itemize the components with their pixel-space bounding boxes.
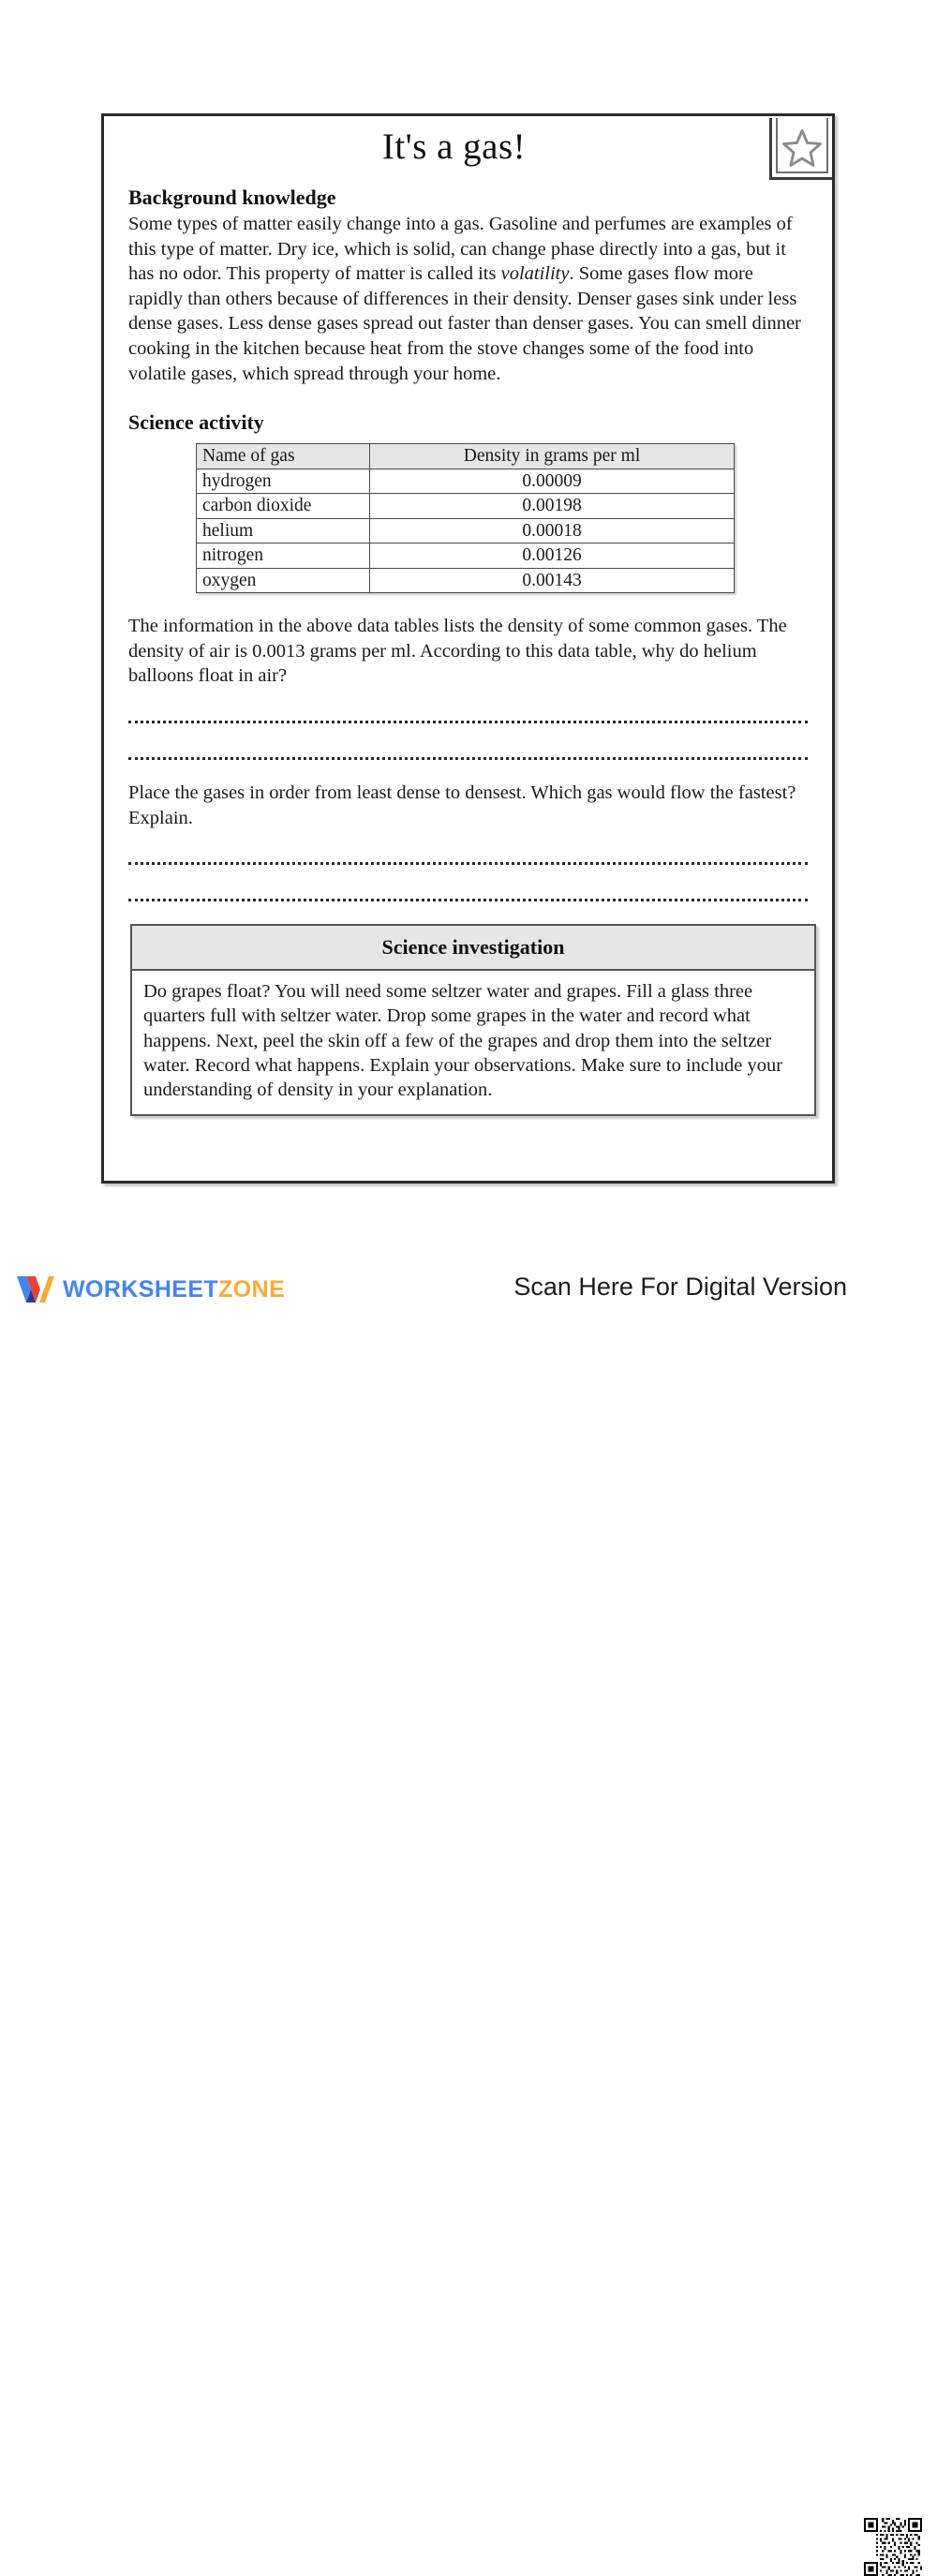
density-table-head: [197, 444, 735, 469]
table-header-row: [197, 444, 735, 469]
gas-name: hydrogen: [197, 469, 370, 494]
star-icon: [781, 127, 824, 170]
scan-here-text: Scan Here For Digital Version: [513, 1273, 847, 1301]
science-investigation-heading: Science investigation: [132, 926, 814, 971]
answer-line[interactable]: [128, 843, 808, 865]
worksheet-page: [101, 113, 835, 1184]
question-2-text: Place the gases in order from least dense to densest. Which gas would flow the fastest? Explain.: [128, 782, 796, 828]
footer-bar: [0, 1256, 937, 1324]
gas-name: helium: [197, 518, 370, 543]
table-row: [197, 543, 735, 569]
brand-word-worksheet: WORKSHEET: [63, 1275, 219, 1303]
star-badge: [769, 118, 832, 180]
background-knowledge-heading: Background knowledge: [128, 186, 336, 209]
background-italic-term: volatility: [500, 263, 570, 285]
gas-name: carbon dioxide: [197, 494, 370, 519]
gas-name: oxygen: [197, 568, 370, 593]
science-investigation-text: Do grapes float? You will need some seltzer water and grapes. Fill a glass three quarters full with seltzer water. Drop some grapes in the water and record what happens. Next, peel the skin off a few of the grapes and drop them into the seltzer water. Record what happens. Explain your observations. Make sure to include your understanding of density in your explanation.: [143, 981, 783, 1101]
science-activity-section: [128, 410, 808, 901]
question-1-block: [128, 614, 808, 760]
science-activity-heading: Science activity: [128, 410, 264, 435]
table-header-name: Name of gas: [197, 444, 370, 469]
background-knowledge-text: [128, 212, 808, 386]
qr-code-icon[interactable]: [864, 2518, 922, 2576]
brand-logo[interactable]: [13, 1271, 285, 1308]
brand-word-zone: ZONE: [218, 1275, 286, 1303]
background-knowledge-section: [128, 186, 808, 386]
brand-wordmark: [63, 1276, 285, 1303]
answer-line[interactable]: [128, 702, 808, 723]
answer-line[interactable]: [128, 738, 808, 760]
table-row: [197, 469, 735, 494]
density-table: [196, 443, 735, 593]
answer-line[interactable]: [128, 880, 808, 901]
question-1-answer-area[interactable]: [128, 702, 808, 760]
gas-name: nitrogen: [197, 543, 370, 569]
gas-density: 0.00126: [370, 543, 735, 569]
table-row: [197, 518, 735, 543]
worksheet-zone-logo-icon: [13, 1271, 54, 1308]
question-2-block: [128, 781, 808, 901]
gas-density: 0.00143: [370, 568, 735, 593]
gas-density: 0.00018: [370, 518, 735, 543]
background-text-part-1: Some types of matter easily change into a gas. Gasoline and perfumes are examples of this type of matter. Dry ice, which is solid, can change phase directly into a gas, but it has no odor. This property of matter is called its: [128, 214, 793, 285]
science-investigation-box: [130, 924, 816, 1115]
gas-density: 0.00009: [370, 469, 735, 494]
density-table-body: [197, 469, 735, 593]
background-text-part-2: . Some gases flow more rapidly than others because of differences in their density. Denser gases sink under less dense gases. Less dense gases spread out faster than denser gases. You can smell dinner cooking in the kitchen because heat from the stove changes some of the food into volatile gases, which spread through your home.: [128, 263, 801, 384]
table-row: [197, 568, 735, 593]
page-title: It's a gas!: [381, 127, 527, 167]
question-1-text: The information in the above data tables lists the density of some common gases. The density of air is 0.0013 grams per ml. According to this data table, why do helium balloons float in air?: [128, 616, 787, 687]
table-row: [197, 494, 735, 519]
table-header-density: Density in grams per ml: [370, 444, 735, 469]
gas-density: 0.00198: [370, 494, 735, 519]
title-row: [128, 116, 808, 184]
question-2-answer-area[interactable]: [128, 843, 808, 901]
